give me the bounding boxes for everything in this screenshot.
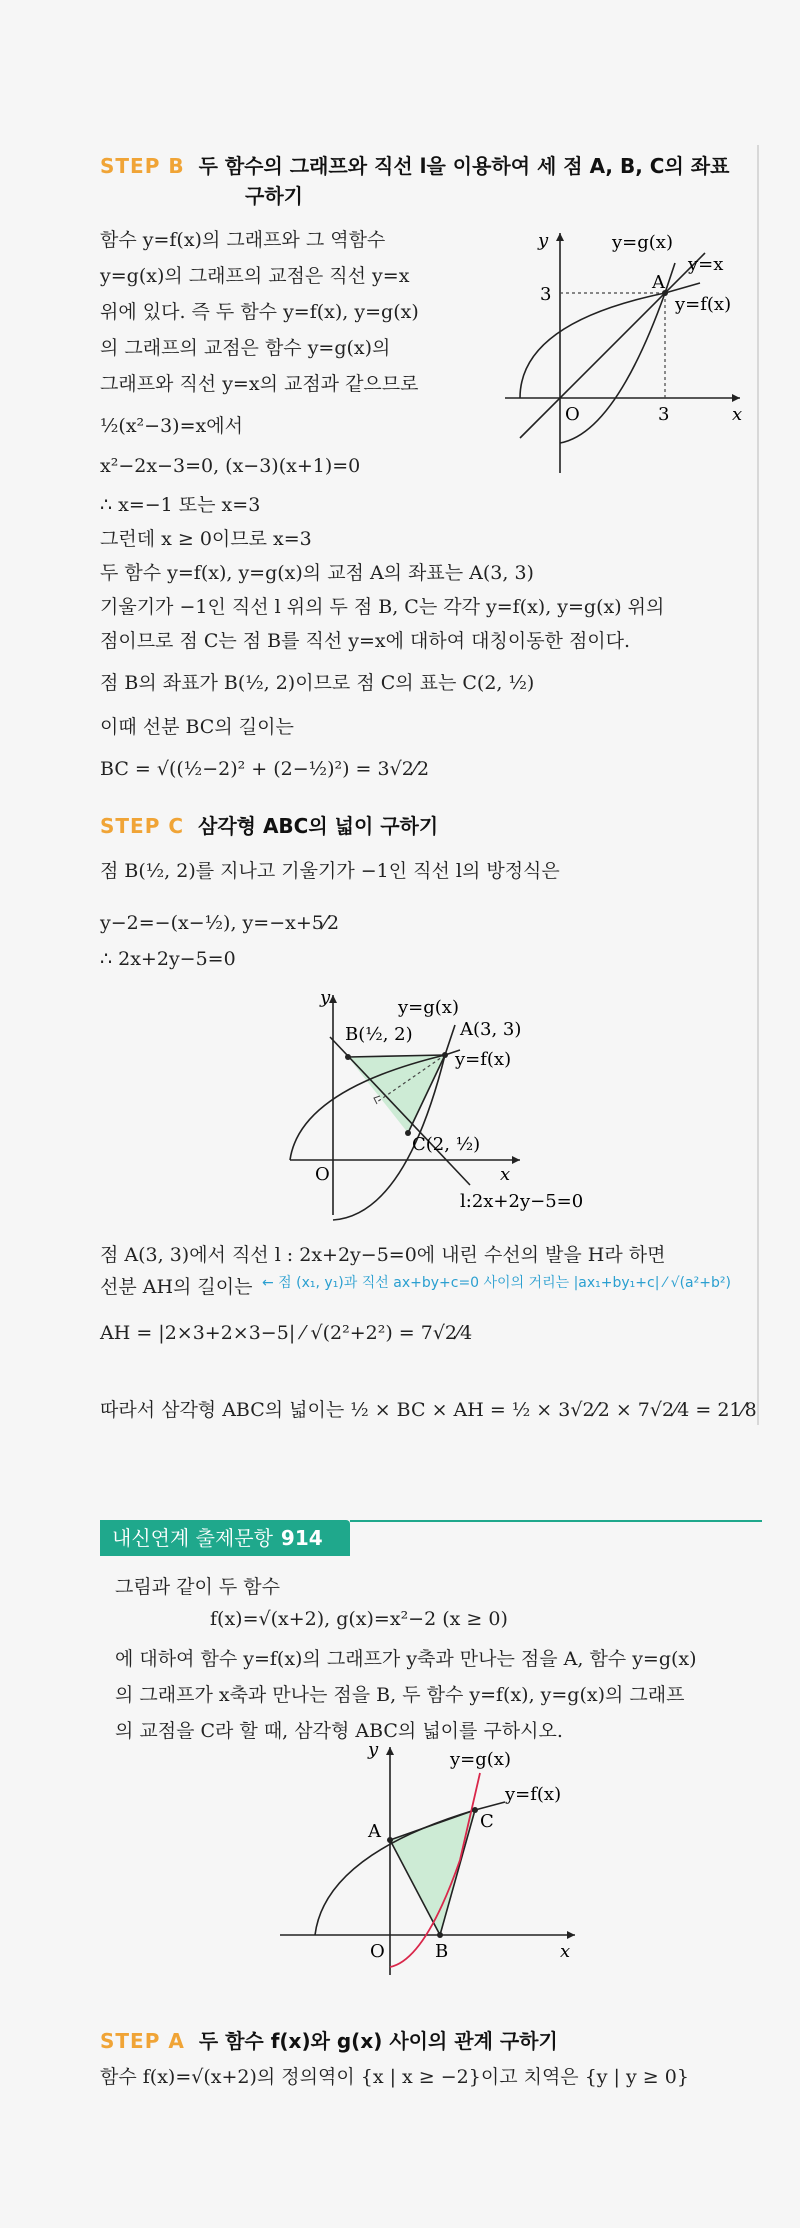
step-a-title: 두 함수 f(x)와 g(x) 사이의 관계 구하기 (198, 2029, 558, 2053)
step-b-line: 그래프와 직선 y=x의 교점과 같으므로 (100, 373, 419, 395)
step-b-line: ∴ x=−1 또는 x=3 (100, 494, 261, 516)
ah-length-equation: AH = |2×3+2×3−5| ⁄ √(2²+2²) = 7√2⁄4 (100, 1322, 473, 1344)
step-c-label: STEP C (100, 814, 185, 838)
step-b-line: 그런데 x ≥ 0이므로 x=3 (100, 528, 312, 550)
graph-label: y=f(x) (505, 1784, 562, 1805)
step-c-heading (100, 810, 438, 839)
problem-function-def: f(x)=√(x+2), g(x)=x²−2 (x ≥ 0) (210, 1608, 508, 1630)
graph-label: x (500, 1164, 511, 1185)
step-b-label: STEP B (100, 154, 185, 178)
step-b-line: 점 B의 좌표가 B(½, 2)이므로 점 C의 표는 C(2, ½) (100, 672, 535, 694)
graph-label: y=x (688, 254, 724, 275)
graph-label: A(3, 3) (460, 1019, 522, 1040)
graph-label: 3 (658, 404, 670, 425)
problem-number: 914 (280, 1526, 323, 1550)
step-b-title-cont: 구하기 (245, 184, 303, 208)
graph-step-b (500, 228, 760, 478)
graph-label: y (538, 230, 549, 251)
graph-label: C(2, ½) (412, 1134, 481, 1155)
step-c-line: 점 A(3, 3)에서 직선 l : 2x+2y−5=0에 내린 수선의 발을 H라 하면 (100, 1244, 666, 1266)
problem-line: 의 그래프가 x축과 만나는 점을 B, 두 함수 y=f(x), y=g(x)의 그래프 (115, 1684, 685, 1706)
graph-label: y=g(x) (612, 232, 673, 253)
step-b-line: 점이므로 점 C는 점 B를 직선 y=x에 대하여 대칭이동한 점이다. (100, 630, 631, 652)
graph-label: y (320, 987, 331, 1008)
step-b-line: 이때 선분 BC의 길이는 (100, 716, 294, 738)
step-b-line: 기울기가 −1인 직선 l 위의 두 점 B, C는 각각 y=f(x), y=g(x) 위의 (100, 596, 665, 618)
area-result: 따라서 삼각형 ABC의 넓이는 ½ × BC × AH = ½ × 3√2⁄2 × 7√2⁄4 = 21⁄8 (100, 1399, 757, 1421)
graph-label: A (652, 272, 665, 293)
step-a-heading (100, 2025, 558, 2054)
step-a-label: STEP A (100, 2029, 185, 2053)
step-a-line: 함수 f(x)=√(x+2)의 정의역이 {x | x ≥ −2}이고 치역은 {y | y ≥ 0} (100, 2066, 689, 2088)
step-b-line: 함수 y=f(x)의 그래프와 그 역함수 (100, 229, 386, 251)
step-b-title: 두 함수의 그래프와 직선 l을 이용하여 세 점 A, B, C의 좌표 (198, 154, 730, 178)
graph-label: O (315, 1164, 330, 1185)
step-b-line: ½(x²−3)=x에서 (100, 415, 243, 437)
step-b-line: 의 그래프의 교점은 함수 y=g(x)의 (100, 337, 391, 359)
curve-f (333, 1025, 455, 1220)
graph-label: y=f(x) (675, 294, 732, 315)
graph-step-c (260, 985, 630, 1225)
triangle-abc (390, 1810, 475, 1935)
step-c-line: 점 B(½, 2)를 지나고 기울기가 −1인 직선 l의 방정식은 (100, 860, 560, 882)
graph-label: l:2x+2y−5=0 (460, 1191, 584, 1212)
graph-label: x (732, 404, 743, 425)
graph-label: 3 (540, 284, 552, 305)
step-c-line: y−2=−(x−½), y=−x+5⁄2 (100, 912, 340, 934)
graph-label: y=g(x) (398, 997, 459, 1018)
problem-line: 에 대하여 함수 y=f(x)의 그래프가 y축과 만나는 점을 A, 함수 y=g(x) (115, 1648, 697, 1670)
graph-label: B (435, 1941, 449, 1962)
graph-label: B(½, 2) (345, 1024, 413, 1045)
line-y-eq-x (520, 253, 705, 438)
step-b-line: x²−2x−3=0, (x−3)(x+1)=0 (100, 455, 361, 477)
step-c-title: 삼각형 ABC의 넓이 구하기 (198, 814, 439, 838)
step-c-line: 선분 AH의 길이는 (100, 1276, 253, 1298)
graph-label: y=f(x) (455, 1049, 512, 1070)
distance-formula-hint: ← 점 (x₁, y₁)과 직선 ax+by+c=0 사이의 거리는 |ax₁+by₁+c| ⁄ √(a²+b²) (262, 1275, 731, 1291)
graph-label: A (368, 1821, 381, 1842)
problem-line: 의 교점을 C라 할 때, 삼각형 ABC의 넓이를 구하시오. (115, 1720, 563, 1742)
graph-label: x (560, 1941, 571, 1962)
problem-banner: 내신연계 출제문항 914 (100, 1520, 350, 1556)
graph-label: O (370, 1941, 385, 1962)
bc-length-equation: BC = √((½−2)² + (2−½)²) = 3√2⁄2 (100, 758, 430, 780)
step-c-line: ∴ 2x+2y−5=0 (100, 948, 236, 970)
graph-label: y=g(x) (450, 1749, 511, 1770)
banner-rule (350, 1520, 762, 1522)
step-b-line: 두 함수 y=f(x), y=g(x)의 교점 A의 좌표는 A(3, 3) (100, 562, 534, 584)
step-b-heading (100, 150, 729, 179)
graph-label: O (565, 404, 580, 425)
triangle-abc (348, 1055, 445, 1133)
step-b-line: y=g(x)의 그래프의 교점은 직선 y=x (100, 265, 410, 287)
problem-line: 그림과 같이 두 함수 (115, 1576, 280, 1598)
graph-label: C (480, 1811, 494, 1832)
step-b-line: 위에 있다. 즉 두 함수 y=f(x), y=g(x) (100, 301, 419, 323)
graph-label: y (368, 1739, 379, 1760)
graph-problem (270, 1735, 600, 1980)
